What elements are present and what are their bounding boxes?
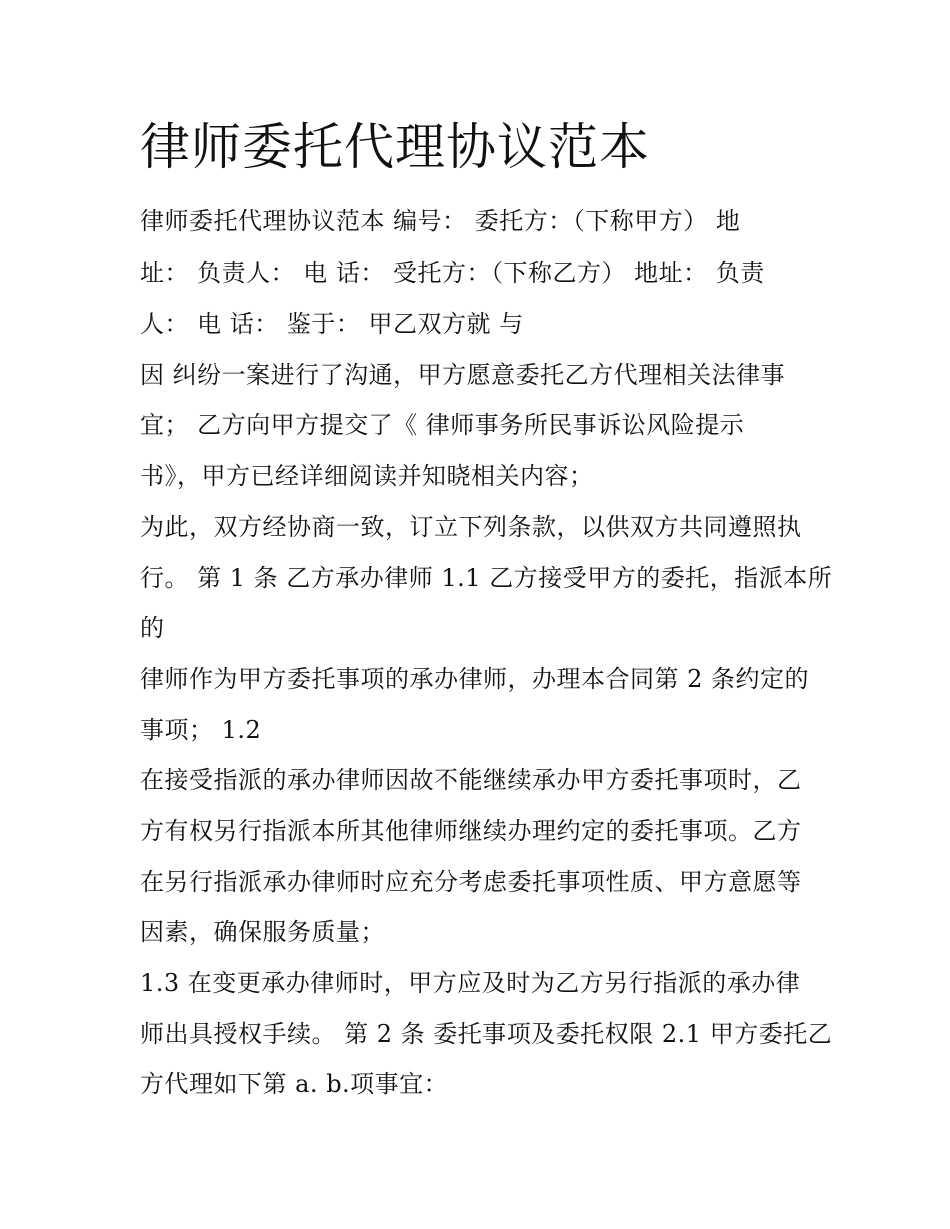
body-line-9: 的 [140,614,165,642]
document-title: 律师委托代理协议范本 [140,118,650,176]
body-line-8: 行。 第 1 条 乙方承办律师 1.1 乙方接受甲方的委托，指派本所 [140,564,833,592]
body-line-16: 1.3 在变更承办律师时，甲方应及时为乙方另行指派的承办律 [140,969,801,997]
body-line-5: 宜； 乙方向甲方提交了《 律师事务所民事诉讼风险提示 [140,411,745,439]
body-line-3: 人： 电 话： 鉴于： 甲乙双方就 与 [140,310,524,338]
body-line-18: 方代理如下第 a. b.项事宜： [140,1070,449,1098]
body-line-13: 方有权另行指派本所其他律师继续办理约定的委托事项。乙方 [140,817,802,845]
body-line-12: 在接受指派的承办律师因故不能继续承办甲方委托事项时，乙 [140,766,802,794]
body-line-1: 律师委托代理协议范本 编号： 委托方：（下称甲方） 地 [140,207,741,235]
body-line-15: 因素，确保服务质量； [140,918,385,946]
body-line-14: 在另行指派承办律师时应充分考虑委托事项性质、甲方意愿等 [140,868,802,896]
body-line-2: 址： 负责人： 电 话： 受托方：（下称乙方） 地址： 负责 [140,259,765,287]
body-line-17: 师出具授权手续。 第 2 条 委托事项及委托权限 2.1 甲方委托乙 [140,1020,833,1048]
body-line-6: 书》，甲方已经详细阅读并知晓相关内容； [140,462,594,490]
body-line-7: 为此，双方经协商一致，订立下列条款，以供双方共同遵照执 [140,513,802,541]
body-line-4: 因 纠纷一案进行了沟通，甲方愿意委托乙方代理相关法律事 [140,361,786,389]
body-line-10: 律师作为甲方委托事项的承办律师，办理本合同第 2 条约定的 [140,665,810,693]
body-line-11: 事项； 1.2 [140,716,262,744]
